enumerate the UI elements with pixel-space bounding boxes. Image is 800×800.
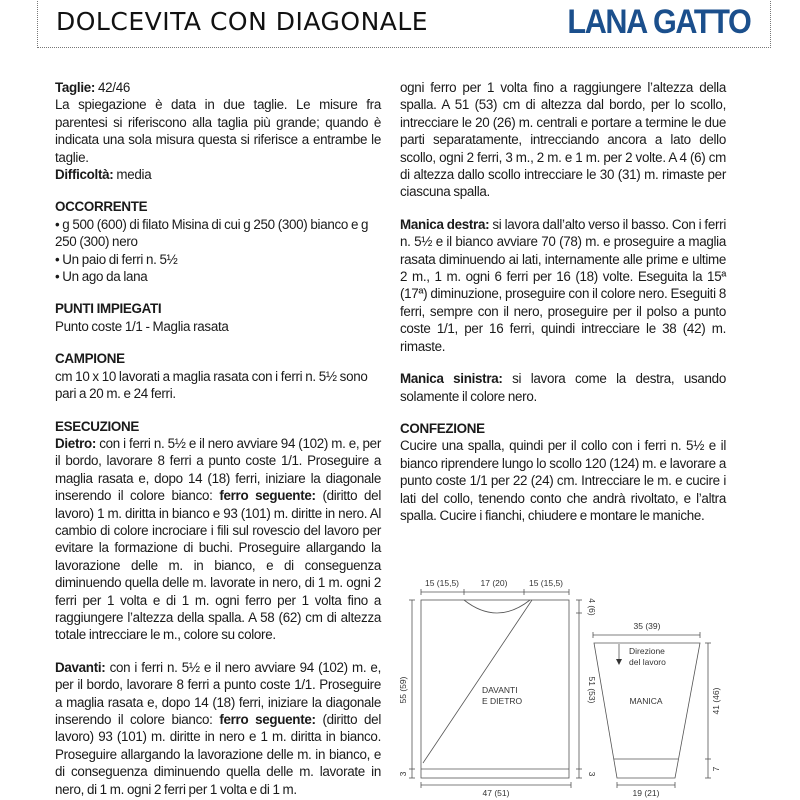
dietro-bold: ferro seguente: [219,488,316,504]
occorrente-item: • Un paio di ferri n. 5½ [55,251,178,267]
dietro-label: Dietro: [55,435,97,451]
taglie-label: Taglie: [55,80,96,95]
davanti-label: Davanti: [55,659,106,675]
punti-heading: PUNTI IMPIEGATI [55,301,162,317]
direction-label: Direzione [629,646,665,656]
taglie-text: La spiegazione è data in due taglie. Le misure fra parentesi si riferiscono alla taglia più grande; quando è indicata una sola misura questa si riferisce a entrambe le taglie. [55,97,381,165]
davanti-bold: ferro seguente: [219,712,316,727]
dietro-text-cont: (diritto del lavoro) 1 m. diritta in bianco e 93 (101) m. diritte in nero. Al cambio di colore incrociare i fili sul rovescio del lavoro per evitare la formazione di buchi. Proseguire allargando la lavorazione delle m. in bianco, e di conseguenza diminuendo quella delle m. lavorate in nero, di 1 m. ogni 2 ferri per 1 volta e di 1 m. ogni ferro per 1 volta fino a raggiungere l’altezza della spalla. A 58 (62) cm di altezza totale intrecciare le m., colore su colore. [55,488,381,643]
confezione-text: Cucire una spalla, quindi per il collo con i ferri n. 5½ e il bianco riprendere lungo lo scollo 120 (124) m. e lavorare a punto coste 1/1 per 22 (24) cm. Intrecciare le m. e cucire i lati del collo, tenendo conto che andrà rivoltato, e l’altra spalla. Cucire i fianchi, chiudere e montare le maniche. [400,438,726,523]
dim-rib-left: 3 [398,771,408,777]
manica-sinistra-text: si lavora come la destra, usando solamente il colore nero. [400,371,726,404]
confezione-heading: CONFEZIONE [400,420,485,436]
diagonal-line [423,600,532,763]
manica-destra-label: Manica destra: [400,216,490,232]
punti-text: Punto coste 1/1 - Maglia rasata [55,318,229,334]
campione-heading: CAMPIONE [55,351,125,367]
dim-body-height-right: 51 (53) [587,676,597,704]
dim-body-height: 55 (59) [398,676,408,704]
neckline-curve [464,600,530,613]
dim-sleeve-height: 41 (46) [711,687,721,715]
manica-sinistra-label: Manica sinistra: [400,371,503,387]
esecuzione-heading: ESECUZIONE [55,418,140,434]
dim-neck-depth: 4 (6) [587,598,597,616]
direction-label-line2: del lavoro [629,657,666,667]
dim-sleeve-top: 35 (39) [633,621,661,631]
difficolta-value: media [113,167,152,183]
davanti-cont-text: ogni ferro per 1 volta fino a raggiungere l’altezza della spalla. A 51 (53) cm di altezza dal bordo, per lo scollo, intrecciare le 20 (26) m. centrali e portare a termine le due parti separatamente, intrecciando ancora a lato dello scollo, ogni 2 ferri, 3 m., 2 m. e 1 m. per 2 volte. A 4 (6) cm di altezza dallo scollo intrecciare le 30 (31) m. rimaste per ciascuna spalla. [400,80,726,200]
taglie-value: 42/46 [95,80,130,95]
campione-text: cm 10 x 10 lavorati a maglia rasata con i ferri n. 5½ sono pari a 20 m. e 24 ferri. [55,368,368,402]
dim-neck-width: 17 (20) [480,578,508,588]
difficolta-label: Difficoltà: [55,167,114,183]
dietro-text: con i ferri n. 5½ e il nero avviare 94 (102) m. e, per il bordo, lavorare 8 ferri a punto coste 1/1. Proseguire a maglia rasata e, dopo 14 (18) ferri, iniziare la diagonale inserendo il colore bianco: [55,435,381,504]
davanti-text-cont: (diritto del lavoro) 93 (101) m. diritte in nero e 1 m. diritta in bianco. Proseguire allargando la lavorazione delle m. in bianco, e di conseguenza diminuendo quella delle m. lavorate in nero, di 1 m. ogni 2 ferri per 1 volta e di 1 m. [55,712,381,797]
brand-logo: LANA GATTO [566,3,750,41]
dim-sleeve-cuff: 7 [711,766,721,772]
sleeve-label: MANICA [629,696,663,706]
dim-rib-right: 3 [587,771,597,777]
body-label: DAVANTI [482,685,518,695]
davanti-text: con i ferri n. 5½ e il nero avviare 94 (102) m. e, per il bordo, lavorare 8 ferri a punto coste 1/1. Proseguire a maglia rasata e, dopo 14 (18) ferri, iniziare la diagonale inserendo il colore bianco: [55,659,381,727]
arrow-head-icon [616,659,622,665]
body-label-line2: E DIETRO [482,696,523,706]
manica-destra-text: si lavora dall’alto verso il basso. Con i ferri n. 5½ e il bianco avviare 70 (78) m. e proseguire a maglia rasata diminuendo ai lati, internamente alle prime e ultime 2 m., 1 m. ogni 6 ferri per 16 (18) volte. Eseguita la 15ª (17ª) diminuzione, proseguire con il colore nero. Eseguiti 8 ferri, sempre con il nero, proseguire per il polso a punto coste 1/1, per 16 ferri, quindi intrecciare le 38 (42) m. rimaste. [400,216,726,354]
page-title: DOLCEVITA CON DIAGONALE [56,7,429,36]
dim-body-width: 47 (51) [482,788,510,798]
occorrente-item: • g 500 (600) di filato Misina di cui g 250 (300) bianco e g 250 (300) nero [55,216,369,250]
occorrente-item: • Un ago da lana [55,269,148,285]
dim-shoulder-left: 15 (15,5) [424,578,460,588]
occorrente-heading: OCCORRENTE [55,199,148,215]
dim-shoulder-right: 15 (15,5) [528,578,564,588]
dim-sleeve-bottom: 19 (21) [632,788,660,798]
